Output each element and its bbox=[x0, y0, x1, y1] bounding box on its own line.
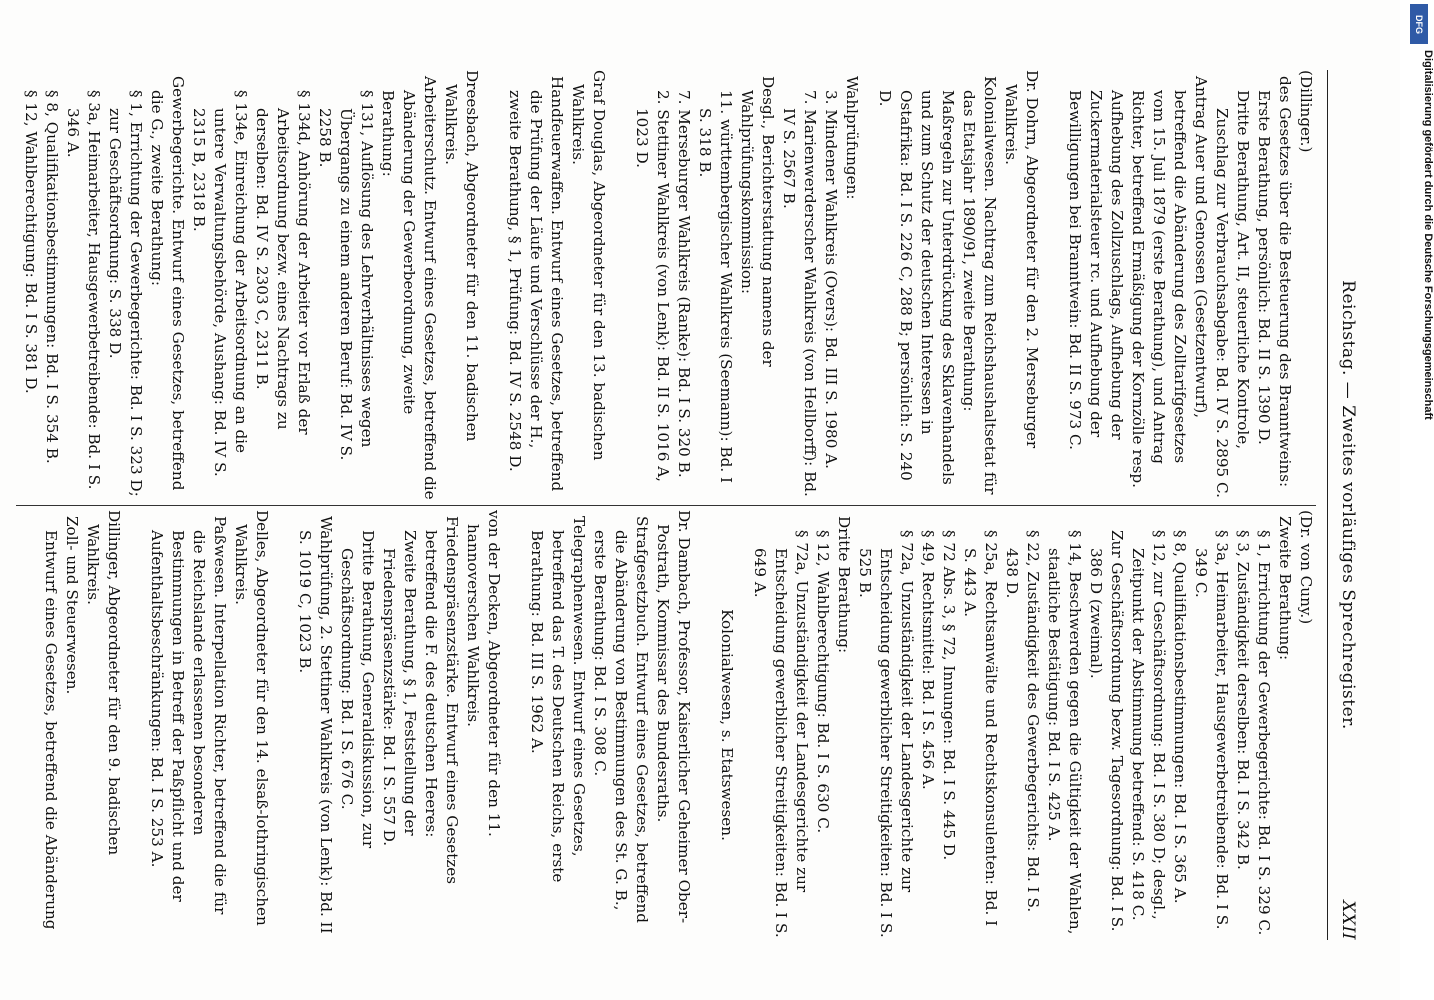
register-line: § 134e, Einreichung der Arbeitsordnung an die untere Verwaltungsbehörde, Aushang: Bd. IV S. 2315 B, 2318 B. bbox=[190, 90, 250, 477]
register-line: Zur Geschäftsordnung bezw. Tagesordnung: Bd. I S. 386 D (zweimal). bbox=[1087, 530, 1126, 932]
register-line: 7. Marienwerderscher Wahlkreis (von Hellborff): Bd. IV S. 2567 B. bbox=[780, 90, 819, 497]
register-line: Desgl., Berichterstattung namens der Wahlprüfungskommission: bbox=[738, 76, 777, 367]
register-line: § 14, Beschwerden gegen die Gültigkeit der Wahlen, staatliche Bestätigung: Bd. I S. 425 A. bbox=[1045, 530, 1084, 935]
spacer bbox=[694, 510, 716, 940]
register-line: § 72a, Unzuständigkeit der Landesgerichte zur Entscheidung gewerblicher Streitigkeiten: Bd. I S. 649 A. bbox=[751, 530, 811, 938]
register-line: Antrag Auer und Genossen (Gesetzentwurf), betreffend die Abänderung des Zolltarifgesetzes vom 15. Juli 1879 (erste Berathung), und Antrag Richter, betreffend Ermäßigung der Kornzölle resp. Aufhebung des Zollzuschlags, Aufhebung der Zuckermaterialsteuer rc. und Aufhebung der Bewilligungen bei Branntwein: Bd. II S. 973 C. bbox=[1066, 76, 1210, 488]
register-line: § 25a, Rechtsanwälte und Rechtskonsulenten: Bd. I S. 443 A. bbox=[961, 530, 1000, 927]
right-column bbox=[16, 70, 1316, 500]
register-line: § 12, Wahlberechtigung: Bd. I S. 381 D. bbox=[22, 90, 40, 394]
register-line: 7. Merseburger Wahlkreis (Ranke): Bd. I S. 320 B. bbox=[675, 90, 693, 478]
register-line: Handfeuerwaffen. Entwurf eines Gesetzes, betreffend die Prüfung der Läufe und Verschlüsse der H., zweite Berathung, § 1, Prüfung: Bd. IV S. 2548 D. bbox=[506, 76, 566, 492]
spacer bbox=[504, 510, 526, 940]
spacer bbox=[862, 70, 874, 500]
register-line: Dritte Berathung, Art. II, steuerliche Kontrole, Zuschlag zur Verbrauchsabgabe: Bd. IV S. 2895 C. bbox=[1213, 90, 1252, 498]
register-line: Paßwesen. Interpellation Richter, betreffend die für die Reichslande erlassenen besonderen Bestimmungen in Betreff der Paßpflicht und der Aufenthaltsbeschränkungen: Bd. I S. 253 A. bbox=[148, 516, 229, 915]
register-entry-heading: Dreesbach, Abgeordneter für den 11. badischen Wahlkreis. bbox=[442, 70, 481, 442]
spacer bbox=[272, 510, 294, 940]
register-line: 2. Stettiner Wahlkreis (von Lenk): Bd. II S. 1016 A, 1023 D. bbox=[633, 90, 672, 482]
dfg-logo: DFG bbox=[1410, 4, 1428, 44]
register-line: § 22, Zuständigkeit des Gewerbegerichts: Bd. I S. 438 D. bbox=[1003, 530, 1042, 913]
register-line: Friedenspräsenzstärke. Entwurf eines Gesetzes betreffend die F. des deutschen Heeres: bbox=[422, 516, 461, 885]
register-line: § 72a, Unzuständigkeit der Landesgerichte zur Entscheidung gewerblicher Streitigkeiten: Bd. I S. 525 B. bbox=[856, 530, 916, 938]
register-line: § 3a, Heimarbeiter, Hausgewerbetreibende: Bd. I S. 349 C. bbox=[1192, 530, 1231, 930]
register-entry-heading: Dillinger, Abgeordneter für den 9. badischen Wahlkreis. bbox=[84, 510, 123, 856]
register-line: Telegraphenwesen. Entwurf eines Gesetzes, betreffend das T. des Deutschen Reichs, erste Berathung: Bd. III S. 1962 A. bbox=[528, 516, 588, 883]
spacer bbox=[124, 510, 146, 940]
register-line: Gewerbegerichte. Entwurf eines Gesetzes, betreffend die G., zweite Berathung: bbox=[148, 76, 187, 491]
digitization-sidebar bbox=[1400, 0, 1432, 1000]
register-line: Dritte Berathung, Generaldiskussion, zur Geschäftsordnung: Bd. I S. 676 C. bbox=[338, 530, 377, 849]
register-line: § 49, Rechtsmittel: Bd. I S. 456 A. bbox=[919, 530, 937, 790]
register-line: Kolonialwesen. Nachtrag zum Reichshaushaltsetat für das Etatsjahr 1890/91, zweite Berathung: Maßregeln zur Unterdrückung des Sklavenhandels und zum Schutz der deutschen Interessen in Ostafrika: Bd. I S. 226 C, 288 B; persönlich: S. 240 D. bbox=[876, 76, 999, 495]
register-line: § 12, Wahlberechtigung: Bd. I S. 630 C. bbox=[814, 530, 832, 834]
register-line: Zweite Berathung, § 1, Feststellung der Friedenspräsenzstärke: Bd. I S. 557 D. bbox=[380, 530, 419, 847]
column-divider bbox=[16, 505, 1316, 506]
register-line: § 134d, Anhörung der Arbeiter vor Erlaß der Arbeitsordnung bezw. eines Nachtrags zu derselben: Bd. IV S. 2303 C, 2311 B. bbox=[253, 90, 313, 435]
register-line: Kolonialwesen, s. Etatswesen. bbox=[718, 609, 736, 841]
running-head-title: Reichstag. — Zweites vorläufiges Sprechregister. bbox=[1338, 280, 1358, 730]
register-entry-heading: Delles, Abgeordneter für den 14. elsaß-lothringischen Wahlkreis. bbox=[232, 510, 271, 926]
register-line: § 131, Auflösung des Lehrverhältnisses wegen Übergangs zu einem anderen Beruf: Bd. IV S. 2258 B. bbox=[316, 90, 376, 461]
register-line: Dritte Berathung: bbox=[835, 516, 853, 654]
register-line: Strafgesetzbuch. Entwurf eines Gesetzes, betreffend die Abänderung von Bestimmungen des St. G. B., erste Berathung: Bd. I S. 308 C. bbox=[591, 516, 651, 923]
register-line: § 8, Qualifikationsbestimmungen: Bd. I S. 354 B. bbox=[43, 90, 61, 464]
register-line: § 3, Zuständigkeit derselben: Bd. I S. 342 B. bbox=[1234, 530, 1252, 870]
register-line: § 3a, Heimarbeiter, Hausgewerbetreibende: Bd. I S. 346 A. bbox=[64, 90, 103, 490]
register-entry-heading: Graf Douglas, Abgeordneter für den 13. badischen Wahlkreis. bbox=[569, 70, 608, 461]
register-line: § 1, Errichtung der Gewerbegerichte: Bd. I S. 323 D; zur Geschäftsordnung: S. 338 D. bbox=[106, 90, 145, 497]
register-entry-heading: Dr. Dohrn, Abgeordneter für den 2. Merseburger Wahlkreis. bbox=[1002, 70, 1041, 449]
register-line: des Gesetzes über die Besteuerung des Branntweins: bbox=[1276, 76, 1294, 488]
register-entry-heading: Dr. Dambach, Professor, Kaiserlicher Geheimer Ober-Postrath, Kommissar des Bundesraths. bbox=[654, 510, 693, 924]
register-line: § 72 Abs. 3, § 72, Innungen: Bd. I S. 445 D. bbox=[940, 530, 958, 861]
running-head bbox=[1327, 70, 1362, 940]
spacer bbox=[737, 510, 749, 940]
page-number: XXII bbox=[1338, 900, 1358, 940]
register-line: Wahlprüfungen: bbox=[843, 76, 861, 200]
register-line: 11. württembergischer Wahlkreis (Seemann): Bd. I S. 318 B. bbox=[696, 90, 735, 483]
register-line: § 1, Errichtung der Gewerbegerichte: Bd. I S. 329 C. bbox=[1255, 530, 1273, 936]
register-entry-heading: (Dr. von Cuny.) bbox=[1297, 510, 1315, 625]
register-line: Arbeiterschutz. Entwurf eines Gesetzes, betreffend die Abänderung der Gewerbeordnung, zweite Berathung: bbox=[379, 76, 439, 500]
spacer bbox=[1042, 70, 1064, 500]
register-line: 3. Mindener Wahlkreis (Overs): Bd. III S. 1980 A. bbox=[822, 90, 840, 470]
register-line: Entwurf eines Gesetzes, betreffend die Abänderung bbox=[42, 530, 60, 930]
left-column bbox=[16, 510, 1316, 940]
register-line: Wahlprüfung, 2. Stettiner Wahlkreis (von Lenk): Bd. II S. 1019 C, 1023 B. bbox=[296, 516, 335, 934]
register-entry-heading: von der Decken, Abgeordneter für den 11. hannoverschen Wahlkreis. bbox=[464, 510, 503, 837]
spacer bbox=[482, 70, 504, 500]
spacer bbox=[609, 70, 631, 500]
register-line: § 8, Qualifikationsbestimmungen: Bd. I S. 365 A. bbox=[1171, 530, 1189, 904]
register-line: Zoll- und Steuerwesen. bbox=[63, 516, 81, 695]
register-line: Zweite Berathung: bbox=[1276, 516, 1294, 661]
register-line: Erste Berathung, persönlich: Bd. II S. 1390 D. bbox=[1255, 90, 1273, 445]
digitization-note: Digitalisierung gefördert durch die Deutsche Forschungsgemeinschaft bbox=[1422, 50, 1434, 420]
register-entry-heading: (Dillinger.) bbox=[1297, 70, 1315, 153]
register-line: § 12, zur Geschäftsordnung: Bd. I S. 380 D; desgl., Zeitpunkt der Abstimmung betreffend: S. 418 C. bbox=[1129, 530, 1168, 921]
